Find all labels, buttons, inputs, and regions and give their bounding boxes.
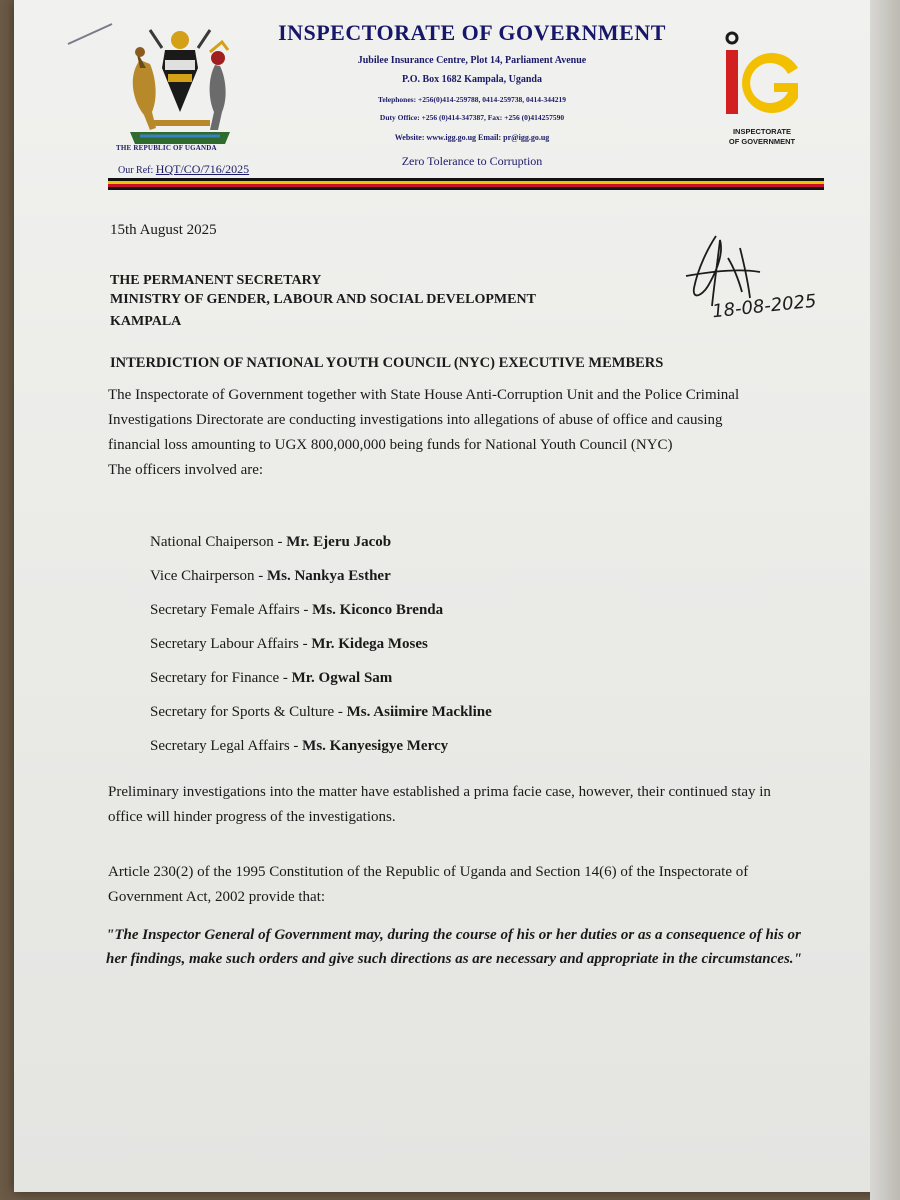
our-reference (118, 162, 249, 177)
ig-caption-line-1: INSPECTORATE (732, 127, 792, 136)
our-ref-value: HQT/CO/716/2025 (155, 162, 250, 176)
officer-name: Mr. Ejeru Jacob (286, 534, 392, 550)
officer-row: Vice Chairperson - Ms. Nankya Esther (150, 568, 391, 584)
paragraph-investigation (108, 383, 768, 483)
paragraph-article: Article 230(2) of the 1995 Constitution of the Republic of Uganda and Section 14(6) of the Inspectorate of Government Act, 2002 provide that: (108, 864, 749, 905)
officer-role: Secretary for Finance (150, 670, 280, 686)
recipient-line-2: MINISTRY OF GENDER, LABOUR AND SOCIAL DEVELOPMENT (110, 292, 536, 307)
handwritten-signature (668, 228, 848, 338)
address-line-2: P.O. Box 1682 Kampala, Uganda (402, 74, 542, 85)
officer-row: National Chaiperson - Mr. Ejeru Jacob (150, 534, 392, 550)
ig-logo-icon (716, 28, 806, 128)
address-line-1: Jubilee Insurance Centre, Plot 14, Parliament Avenue (357, 55, 587, 66)
subject-heading: INTERDICTION OF NATIONAL YOUTH COUNCIL (NYC) EXECUTIVE MEMBERS (110, 355, 664, 371)
recipient-line-1: THE PERMANENT SECRETARY (110, 273, 322, 288)
officer-row: Secretary for Sports & Culture - Ms. Asiimire Mackline (150, 704, 492, 720)
officer-role: National Chaiperson (150, 534, 274, 550)
paper-edge (870, 0, 900, 1200)
officer-name: Ms. Kiconco Brenda (312, 602, 444, 618)
officer-row: Secretary for Finance - Mr. Ogwal Sam (150, 670, 393, 686)
officer-role: Secretary Labour Affairs (150, 636, 299, 652)
officers-list (150, 531, 492, 769)
ig-caption-line-2: OF GOVERNMENT (728, 137, 796, 146)
crest-caption: THE REPUBLIC OF UGANDA (116, 144, 217, 152)
officer-role: Secretary Female Affairs (150, 602, 300, 618)
ig-logo-caption (702, 127, 822, 147)
officer-role: Secretary Legal Affairs (150, 738, 290, 754)
duty-office: Duty Office: +256 (0)414-347387, Fax: +256 (0)414257590 (379, 113, 565, 122)
national-flag-stripe (108, 178, 824, 190)
website-email: Website: www.igg.go.ug Email: pr@igg.go.ug (394, 133, 550, 142)
officer-row: Secretary Legal Affairs - Ms. Kanyesigye Mercy (150, 738, 449, 754)
legal-quote: "The Inspector General of Government may, during the course of his or her duties or as a consequence of his or her findings, make such orders and give such directions as are necessary and appropriate in the circumstances." (106, 927, 802, 967)
motto: Zero Tolerance to Corruption (401, 154, 543, 168)
flag-stripe-black-2 (108, 187, 824, 190)
officer-row: Secretary Female Affairs - Ms. Kiconco Brenda (150, 602, 444, 618)
letter-date: 15th August 2025 (110, 222, 217, 238)
officer-role: Secretary for Sports & Culture (150, 704, 335, 720)
recipient-line-3: KAMPALA (110, 314, 182, 329)
org-title: INSPECTORATE OF GOVERNMENT (278, 20, 666, 45)
officer-name: Ms. Kanyesigye Mercy (302, 738, 449, 754)
officer-name: Mr. Kidega Moses (311, 636, 428, 652)
paragraph-preliminary: Preliminary investigations into the matter have established a prima facie case, however, their continued stay in office will hinder progress of the investigations. (108, 784, 771, 825)
uganda-coat-of-arms-icon (110, 20, 250, 150)
officer-role: Vice Chairperson (150, 568, 255, 584)
officer-name: Ms. Asiimire Mackline (346, 704, 492, 720)
officer-name: Ms. Nankya Esther (266, 568, 391, 584)
handwritten-date: 18-08-2025 (711, 290, 818, 323)
telephones: Telephones: +256(0)414-259788, 0414-259738, 0414-344219 (378, 95, 566, 104)
paragraph-1b-text: The officers involved are: (108, 462, 264, 478)
our-ref-label: Our Ref: (118, 165, 154, 176)
officer-row: Secretary Labour Affairs - Mr. Kidega Moses (150, 636, 428, 652)
paragraph-1-text: The Inspectorate of Government together with State House Anti-Corruption Unit and the Police Criminal Investigations Directorate are conducting investigations into allegations of abuse of office and causing financial loss amounting to UGX 800,000,000 being funds for National Youth Council (NYC) (108, 387, 740, 453)
officer-name: Mr. Ogwal Sam (291, 670, 393, 686)
